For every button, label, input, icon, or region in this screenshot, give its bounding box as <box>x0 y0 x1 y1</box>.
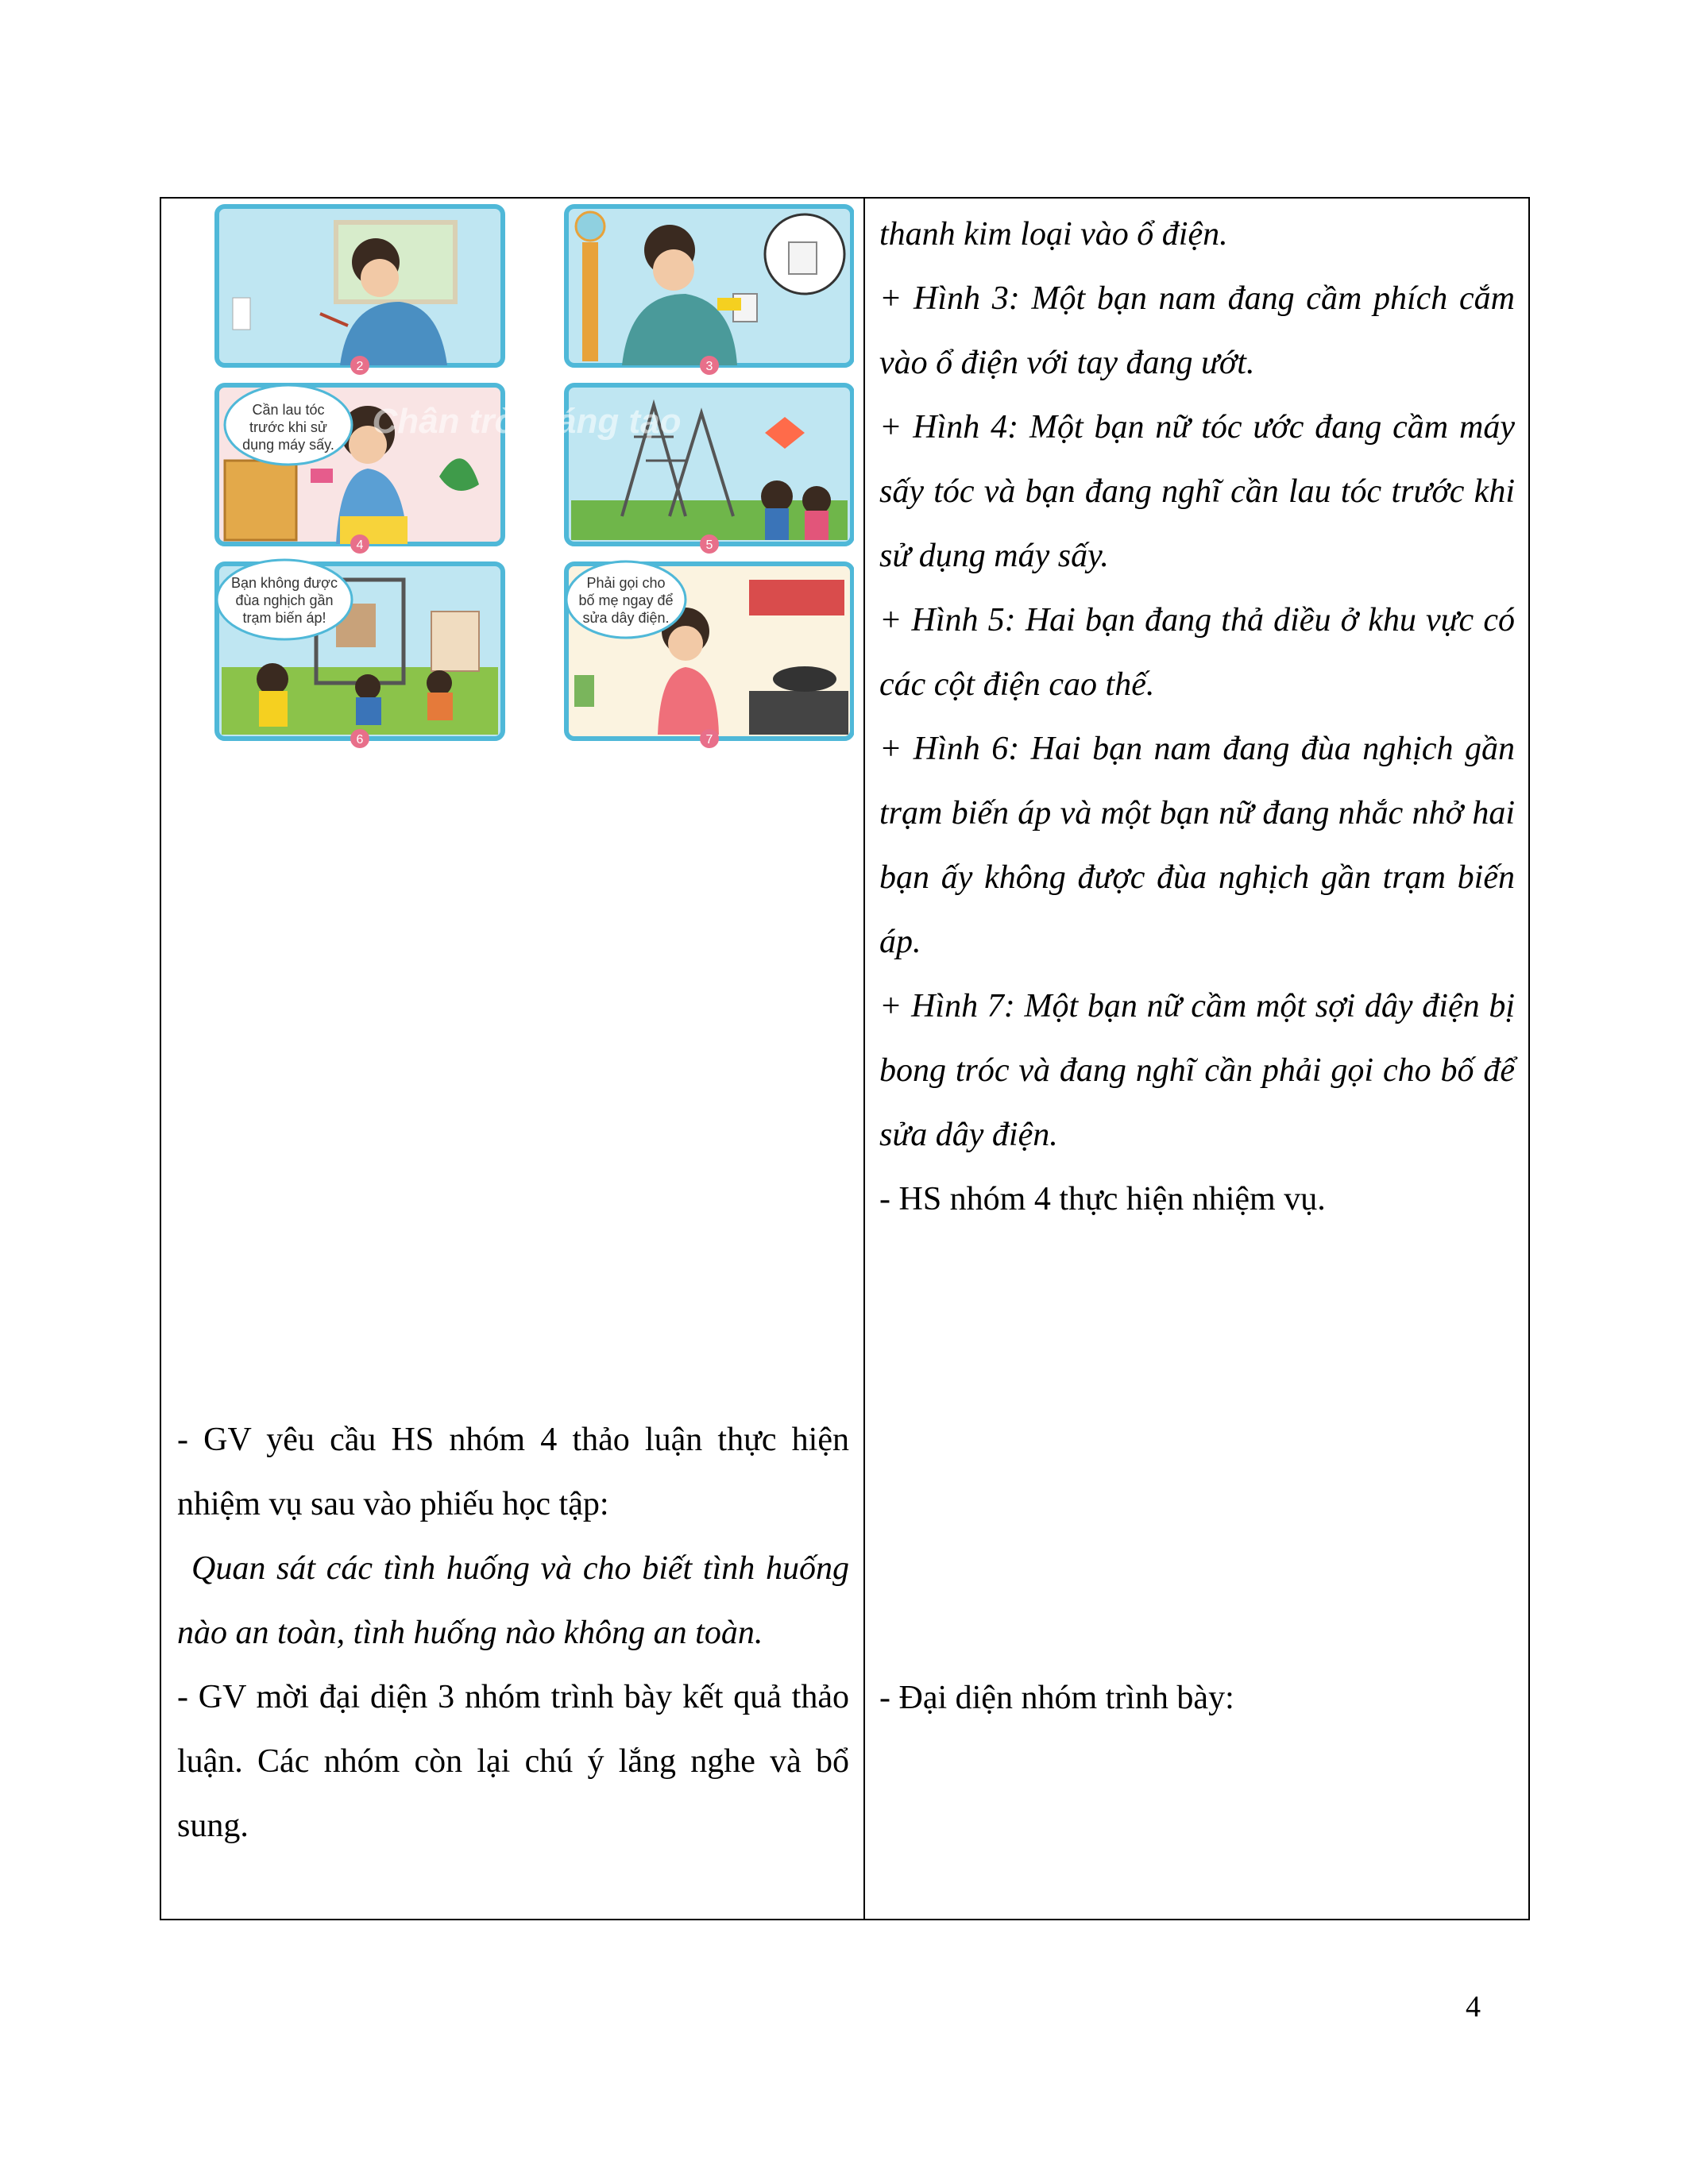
column-divider <box>863 199 865 1919</box>
situation-descriptions <box>879 203 1515 1232</box>
panel-4-bubble-line-3: dụng máy sấy. <box>242 437 334 453</box>
panel-3 <box>566 206 852 365</box>
panel-4-bubble-line-2: trước khi sử <box>249 419 327 435</box>
panel-4-bubble-line-1: Cần lau tóc <box>252 402 325 418</box>
situations-illustration <box>177 199 854 751</box>
teacher-invite-paragraph: - GV mời đại diện 3 nhóm trình bày kết quả thảo luận. Các nhóm còn lại chú ý lắng nghe và bổ sung. <box>177 1679 849 1844</box>
teacher-activity-column <box>177 199 849 1919</box>
panel-3-number: 3 <box>705 360 713 373</box>
description-item-hinh-4: + Hình 4: Một bạn nữ tóc ước đang cầm máy sấy tóc và bạn đang nghĩ cần lau tóc trước khi sử dụng máy sấy. <box>879 409 1515 574</box>
panel-7-number: 7 <box>705 733 713 747</box>
student-presentation <box>879 1666 1515 1731</box>
watermark-text: Chân trời sáng tạo <box>372 402 682 441</box>
presentation-line: - Đại diện nhóm trình bày: <box>879 1680 1234 1716</box>
panel-4-number: 4 <box>356 538 364 552</box>
panel-5-number: 5 <box>705 538 713 552</box>
panel-6-bubble-line-3: trạm biến áp! <box>242 610 326 626</box>
panel-6 <box>217 560 503 739</box>
task-question-paragraph: Quan sát các tình huống và cho biết tình huống nào an toàn, tình huống nào không an toàn. <box>177 1550 849 1651</box>
student-activity-column <box>879 199 1515 1919</box>
description-item-hinh-3: + Hình 3: Một bạn nam đang cầm phích cắm vào ổ điện với tay đang ướt. <box>879 280 1515 381</box>
panel-7-bubble-line-1: Phải gọi cho <box>586 575 666 591</box>
teacher-task-paragraph: - GV yêu cầu HS nhóm 4 thảo luận thực hiện nhiệm vụ sau vào phiếu học tập: <box>177 1422 849 1522</box>
description-item-hinh-6: + Hình 6: Hai bạn nam đang đùa nghịch gần trạm biến áp và một bạn nữ đang nhắc nhở hai bạn ấy không được đùa nghịch gần trạm biến áp. <box>879 731 1515 960</box>
page-number: 4 <box>1466 1990 1481 2024</box>
panel-7-bubble-line-2: bố mẹ ngay để <box>578 592 674 608</box>
teacher-instructions <box>177 1408 849 1858</box>
student-task-line: - HS nhóm 4 thực hiện nhiệm vụ. <box>879 1181 1326 1217</box>
panel-6-bubble-line-2: đùa nghịch gần <box>235 592 334 608</box>
panel-6-bubble-line-1: Bạn không được <box>231 575 338 591</box>
description-item-hinh-5: + Hình 5: Hai bạn đang thả diều ở khu vực có các cột điện cao thế. <box>879 602 1515 703</box>
panel-6-number: 6 <box>356 733 364 747</box>
panel-2-number: 2 <box>356 360 364 373</box>
description-item-1: thanh kim loại vào ổ điện. <box>879 216 1228 253</box>
lesson-table <box>160 197 1530 1920</box>
panel-7-bubble-line-3: sửa dây điện. <box>582 610 670 626</box>
description-item-hinh-7: + Hình 7: Một bạn nữ cầm một sợi dây điện bị bong tróc và đang nghĩ cần phải gọi cho bố để sửa dây điện. <box>879 988 1515 1153</box>
panel-2 <box>217 206 503 365</box>
panel-7 <box>566 561 852 739</box>
